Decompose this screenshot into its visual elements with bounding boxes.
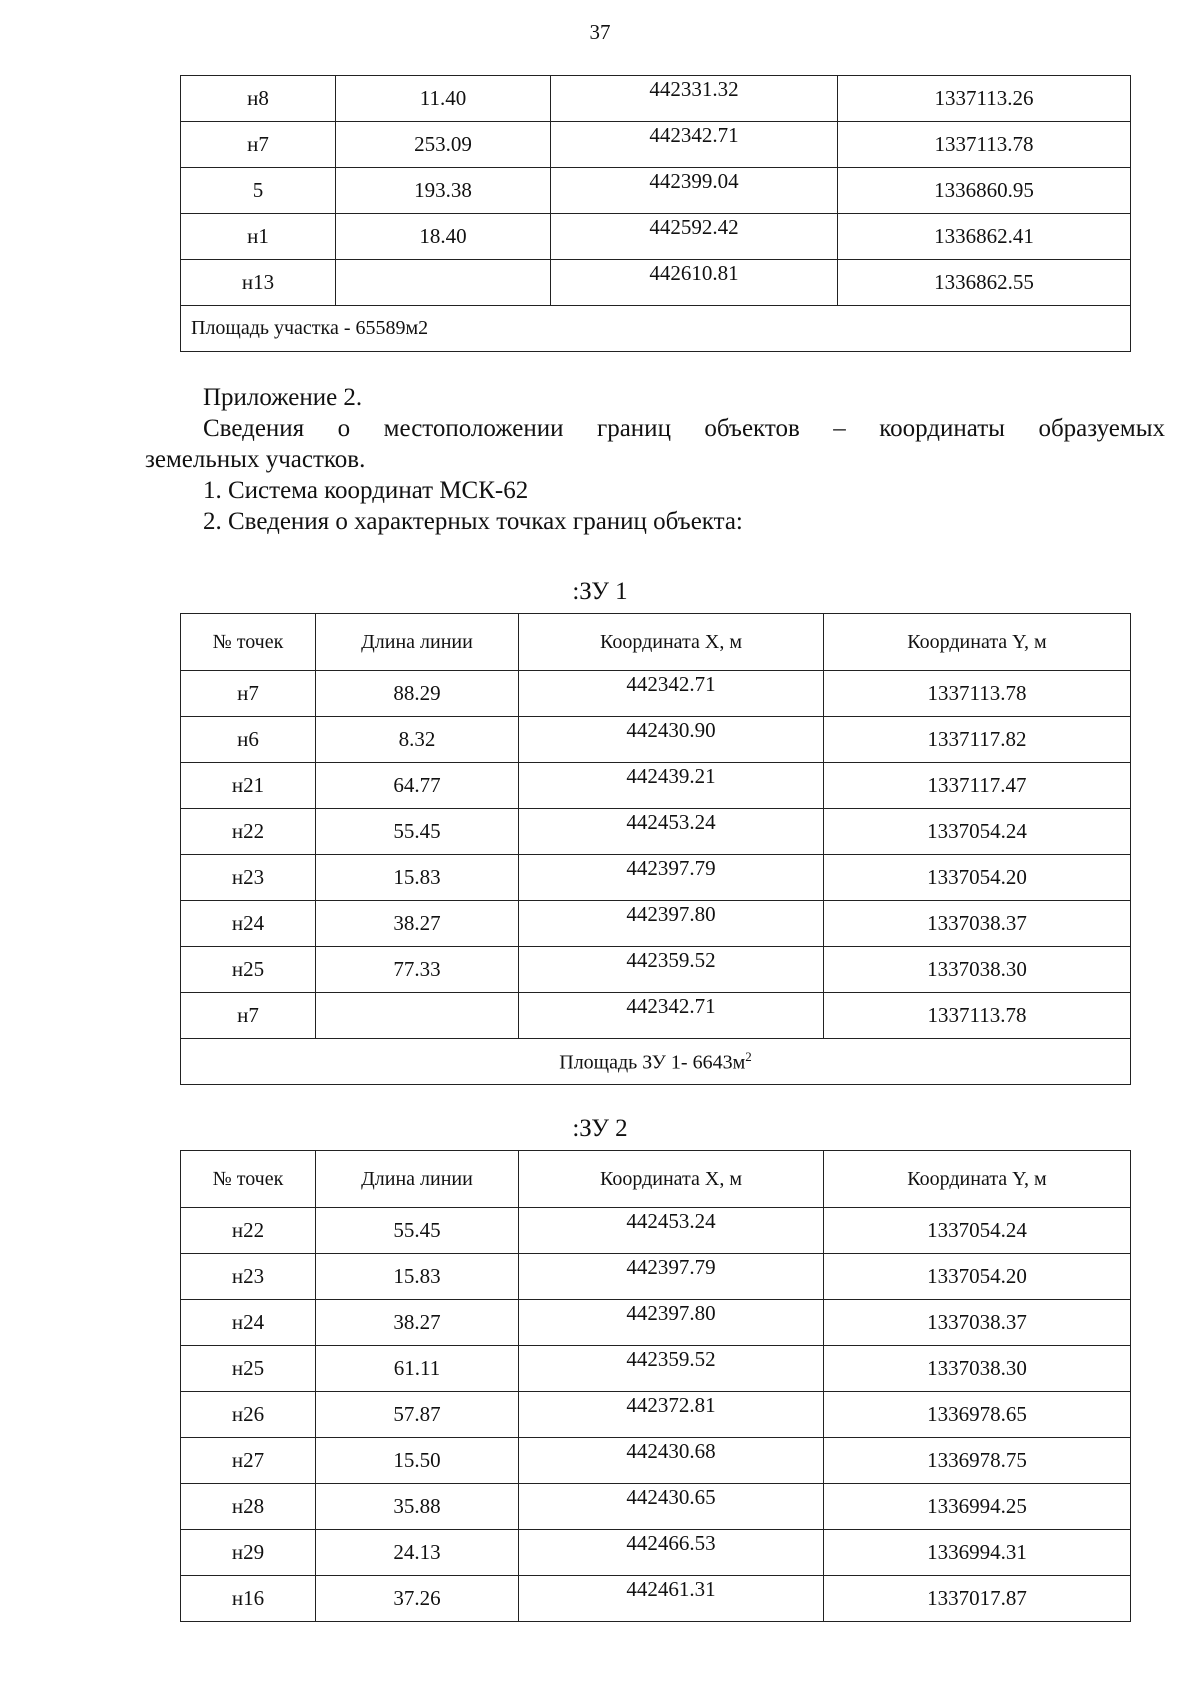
point-cell: н26 [181, 1392, 316, 1438]
table-row [181, 1484, 1131, 1530]
point-cell: 5 [181, 168, 336, 214]
length-cell: 15.50 [316, 1438, 519, 1484]
length-cell: 38.27 [316, 1300, 519, 1346]
point-cell: н23 [181, 1254, 316, 1300]
length-cell: 8.32 [316, 717, 519, 763]
table-row [181, 1254, 1131, 1300]
length-cell: 38.27 [316, 901, 519, 947]
length-cell: 57.87 [316, 1392, 519, 1438]
length-cell: 61.11 [316, 1346, 519, 1392]
table-row [181, 1346, 1131, 1392]
zu2-caption: :ЗУ 2 [572, 1115, 628, 1142]
y-coordinate-cell: 1336978.75 [824, 1438, 1131, 1484]
header-points: № точек [181, 614, 316, 671]
appendix-item-1: 1. Система координат МСК-62 [203, 477, 529, 504]
area-row [181, 1039, 1131, 1085]
x-coordinate-cell: 442453.24 [519, 809, 824, 855]
length-cell: 64.77 [316, 763, 519, 809]
table-row [181, 717, 1131, 763]
point-cell: н22 [181, 809, 316, 855]
appendix-title: Приложение 2. [203, 384, 363, 411]
area-unit-superscript: 2 [745, 1048, 752, 1064]
y-coordinate-cell: 1337038.37 [824, 1300, 1131, 1346]
appendix-text [145, 382, 1165, 537]
x-coordinate-cell: 442430.90 [519, 717, 824, 763]
appendix-line-1: Сведения о местоположении границ объектов – координаты образуемых [203, 415, 1165, 442]
x-coordinate-cell: 442397.79 [519, 1254, 824, 1300]
length-cell [336, 260, 551, 306]
length-cell: 253.09 [336, 122, 551, 168]
x-coordinate-cell: 442397.79 [519, 855, 824, 901]
point-cell: н27 [181, 1438, 316, 1484]
x-coordinate-cell: 442359.52 [519, 1346, 824, 1392]
x-coordinate-cell: 442430.65 [519, 1484, 824, 1530]
point-cell: н24 [181, 901, 316, 947]
point-cell: н8 [181, 76, 336, 122]
point-cell: н21 [181, 763, 316, 809]
y-coordinate-cell: 1337054.20 [824, 1254, 1131, 1300]
y-coordinate-cell: 1337117.47 [824, 763, 1131, 809]
x-coordinate-cell: 442397.80 [519, 901, 824, 947]
area-cell [181, 1039, 1131, 1085]
zu2-table [180, 1150, 1131, 1622]
area-text: Площадь ЗУ 1- 6643м [559, 1051, 746, 1074]
zu1-caption: :ЗУ 1 [572, 578, 628, 605]
y-coordinate-cell: 1337117.82 [824, 717, 1131, 763]
y-coordinate-cell: 1337113.78 [824, 993, 1131, 1039]
y-coordinate-cell: 1337038.30 [824, 947, 1131, 993]
area-row [181, 306, 1131, 352]
table-header-row [181, 1151, 1131, 1208]
point-cell: н16 [181, 1576, 316, 1622]
header-y: Координата Y, м [824, 614, 1131, 671]
y-coordinate-cell: 1337054.24 [824, 809, 1131, 855]
x-coordinate-cell: 442453.24 [519, 1208, 824, 1254]
y-coordinate-cell: 1337017.87 [824, 1576, 1131, 1622]
length-cell: 88.29 [316, 671, 519, 717]
table-row [181, 1530, 1131, 1576]
x-coordinate-cell: 442331.32 [551, 76, 838, 122]
x-coordinate-cell: 442342.71 [551, 122, 838, 168]
header-length: Длина линии [316, 614, 519, 671]
header-length: Длина линии [316, 1151, 519, 1208]
y-coordinate-cell: 1337113.78 [824, 671, 1131, 717]
x-coordinate-cell: 442342.71 [519, 671, 824, 717]
y-coordinate-cell: 1337038.30 [824, 1346, 1131, 1392]
table-row [181, 260, 1131, 306]
point-cell: н25 [181, 947, 316, 993]
area-cell: Площадь участка - 65589м2 [181, 306, 1131, 352]
table-row [181, 855, 1131, 901]
appendix-line-2: земельных участков. [145, 446, 366, 473]
header-points: № точек [181, 1151, 316, 1208]
length-cell: 55.45 [316, 1208, 519, 1254]
point-cell: н22 [181, 1208, 316, 1254]
length-cell: 15.83 [316, 855, 519, 901]
table-row [181, 809, 1131, 855]
x-coordinate-cell: 442592.42 [551, 214, 838, 260]
length-cell [316, 993, 519, 1039]
table-row [181, 1438, 1131, 1484]
length-cell: 18.40 [336, 214, 551, 260]
y-coordinate-cell: 1337113.26 [838, 76, 1131, 122]
table-row [181, 993, 1131, 1039]
x-coordinate-cell: 442439.21 [519, 763, 824, 809]
point-cell: н29 [181, 1530, 316, 1576]
length-cell: 193.38 [336, 168, 551, 214]
y-coordinate-cell: 1336994.31 [824, 1530, 1131, 1576]
length-cell: 37.26 [316, 1576, 519, 1622]
y-coordinate-cell: 1337113.78 [838, 122, 1131, 168]
length-cell: 77.33 [316, 947, 519, 993]
appendix-item-2: 2. Сведения о характерных точках границ объекта: [203, 508, 743, 535]
table-row [181, 947, 1131, 993]
length-cell: 24.13 [316, 1530, 519, 1576]
table-row [181, 214, 1131, 260]
length-cell: 15.83 [316, 1254, 519, 1300]
table-row [181, 168, 1131, 214]
y-coordinate-cell: 1336862.55 [838, 260, 1131, 306]
x-coordinate-cell: 442397.80 [519, 1300, 824, 1346]
length-cell: 55.45 [316, 809, 519, 855]
y-coordinate-cell: 1337054.24 [824, 1208, 1131, 1254]
point-cell: н24 [181, 1300, 316, 1346]
length-cell: 11.40 [336, 76, 551, 122]
table-row [181, 1300, 1131, 1346]
y-coordinate-cell: 1336994.25 [824, 1484, 1131, 1530]
point-cell: н7 [181, 671, 316, 717]
page-number: 37 [589, 20, 611, 44]
table-row [181, 763, 1131, 809]
table-row [181, 1392, 1131, 1438]
table-row [181, 671, 1131, 717]
y-coordinate-cell: 1336860.95 [838, 168, 1131, 214]
boundary-points-table-continued [180, 75, 1131, 352]
point-cell: н7 [181, 993, 316, 1039]
point-cell: н28 [181, 1484, 316, 1530]
x-coordinate-cell: 442610.81 [551, 260, 838, 306]
point-cell: н6 [181, 717, 316, 763]
x-coordinate-cell: 442461.31 [519, 1576, 824, 1622]
x-coordinate-cell: 442359.52 [519, 947, 824, 993]
x-coordinate-cell: 442399.04 [551, 168, 838, 214]
y-coordinate-cell: 1336978.65 [824, 1392, 1131, 1438]
x-coordinate-cell: 442430.68 [519, 1438, 824, 1484]
y-coordinate-cell: 1336862.41 [838, 214, 1131, 260]
table-row [181, 1208, 1131, 1254]
table-header-row [181, 614, 1131, 671]
table-row [181, 1576, 1131, 1622]
header-y: Координата Y, м [824, 1151, 1131, 1208]
y-coordinate-cell: 1337038.37 [824, 901, 1131, 947]
point-cell: н7 [181, 122, 336, 168]
point-cell: н25 [181, 1346, 316, 1392]
x-coordinate-cell: 442372.81 [519, 1392, 824, 1438]
header-x: Координата X, м [519, 614, 824, 671]
length-cell: 35.88 [316, 1484, 519, 1530]
zu1-table [180, 613, 1131, 1085]
point-cell: н23 [181, 855, 316, 901]
header-x: Координата X, м [519, 1151, 824, 1208]
point-cell: н1 [181, 214, 336, 260]
table-row [181, 901, 1131, 947]
table-row [181, 76, 1131, 122]
table-row [181, 122, 1131, 168]
x-coordinate-cell: 442466.53 [519, 1530, 824, 1576]
y-coordinate-cell: 1337054.20 [824, 855, 1131, 901]
x-coordinate-cell: 442342.71 [519, 993, 824, 1039]
point-cell: н13 [181, 260, 336, 306]
